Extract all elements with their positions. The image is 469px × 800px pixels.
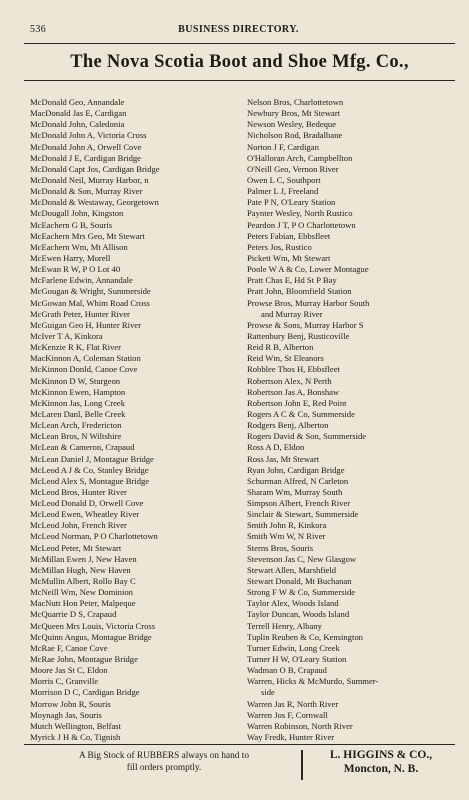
listing-entry: McLeod A J & Co, Stanley Bridge (30, 464, 149, 475)
listing-entry: McKinnon Ewen, Hampton (30, 386, 126, 397)
listing-entry: McLeod Peter, Mt Stewart (30, 542, 122, 553)
listing-entry: McDonald Geo, Annandale (30, 97, 125, 107)
listing-entry: Reid Wm, St Eleanors (247, 353, 324, 364)
listing-entry: McRae F, Canoe Cove (30, 642, 108, 653)
listing-entry: McMillan Hugh, New Haven (30, 564, 131, 575)
listing-entry-continuation: side (261, 687, 275, 698)
listing-entry: McLeod Alex S, Montague Bridge (30, 475, 150, 486)
listing-entry: McDonald J E, Cardigan Bridge (30, 152, 141, 163)
left-listing-column (30, 97, 245, 743)
listing-entry: McMillan Ewen J, New Haven (30, 553, 137, 564)
listing-entry: Turner Edwin, Long Creek (247, 642, 340, 653)
listing-entry: Taylor Duncan, Woods Island (247, 609, 350, 620)
footer-advertisement (30, 750, 298, 774)
listing-entry: Owen L C, Southport (247, 174, 321, 185)
listing-entry: Taylor Alex, Woods Island (247, 598, 339, 609)
listing-entry: McEachern Mrs Geo, Mt Stewart (30, 230, 145, 241)
listing-entry: Pate P N, O'Leary Station (247, 197, 336, 208)
listing-entry: Peters Jos, Rustico (247, 241, 312, 252)
listing-entry: Morrow John R, Souris (30, 698, 111, 709)
header-rule-top (24, 43, 455, 44)
listing-entry: Peardon J T, P O Charlottetown (247, 219, 356, 230)
listing-entry: McGuigan Geo H, Hunter River (30, 319, 141, 330)
listing-entry: Moynagh Jas, Souris (30, 709, 102, 720)
listing-entry: Norton J F, Cardigan (247, 141, 319, 152)
listing-entry-continuation: and Murray River (261, 308, 323, 319)
listing-entry: Mutch Wellington, Belfast (30, 720, 122, 731)
listing-entry: Myrick J H & Co, Tignish (30, 732, 121, 743)
listing-entry: McDonald John A, Victoria Cross (30, 130, 147, 141)
advertiser-name: L. HIGGINS & CO., (329, 749, 433, 761)
listing-entry: Paynter Wesley, North Rustico (247, 208, 353, 219)
listing-entry: McQuinn Angus, Montague Bridge (30, 631, 152, 642)
listing-entry: Reid R B, Alberton (247, 342, 314, 353)
listing-entry: Warren Robinson, North River (247, 720, 353, 731)
listing-entry: McDonald & Son, Murray River (30, 186, 143, 197)
listing-entry: Robblee Thos H, Ebbsfleet (247, 364, 340, 375)
listing-entry: McGougan & Wright, Summerside (30, 286, 151, 297)
listing-entry: Simpson Albert, French River (247, 498, 351, 509)
listing-entry: McLeod John, French River (30, 520, 127, 531)
listing-entry: Morrison D C, Cardigan Bridge (30, 687, 140, 698)
listing-entry: Strong F W & Co, Summerside (247, 587, 356, 598)
advertiser-location: Moncton, N. B. (343, 763, 419, 775)
listing-entry: McEachern Wm, Mt Allison (30, 241, 128, 252)
listing-entry: Schurman Alfred, N Carleton (247, 475, 349, 486)
listing-entry: McLean Daniel J, Montague Bridge (30, 453, 154, 464)
listing-entry: Terrell Henry, Albany (247, 620, 322, 631)
listing-entry: Stewart Donald, Mt Buchanan (247, 576, 352, 587)
listing-entry: Ross Jas, Mt Stewart (247, 453, 320, 464)
listing-entry: McLean Bros, N Wiltshire (30, 431, 122, 442)
listing-entry: Palmer L J, Freeland (247, 186, 319, 197)
listing-entry: O'Neill Geo, Vernon River (247, 163, 339, 174)
listing-entry: McKinnon Donld, Canoe Cove (30, 364, 138, 375)
listing-entry: Sinclair & Stewart, Summerside (247, 509, 359, 520)
listing-entry: MacKinnon A, Coleman Station (30, 353, 141, 364)
footer-divider (301, 750, 303, 780)
advertisement-banner: The Nova Scotia Boot and Shoe Mfg. Co., (70, 52, 409, 72)
listing-entry: Moore Jas St C, Eldon (30, 665, 108, 676)
listing-entry: Robertson Alex, N Perth (247, 375, 332, 386)
listing-entry: McKenzie R K, Flat River (30, 342, 121, 353)
listing-entry: McLean Arch, Fredericton (30, 420, 122, 431)
listing-entry: Smith John R, Kinkora (247, 520, 327, 531)
listing-entry: McGrath Peter, Hunter River (30, 308, 130, 319)
listing-entry: O'Halloran Arch, Campbellton (247, 152, 353, 163)
listing-entry: Rattenbury Benj, Rusticoville (247, 330, 350, 341)
listing-entry: McFarlene Edwin, Annandale (30, 275, 133, 286)
listing-entry: McEwen Harry, Morell (30, 252, 111, 263)
listing-entry: Rodgers Benj, Alberton (247, 420, 329, 431)
right-listing-column (247, 97, 459, 743)
listing-entry: McKinnon Jas, Long Creek (30, 397, 125, 408)
listing-entry: McDonald Neil, Murray Harbor, n (30, 174, 149, 185)
listing-entry: Turner H W, O'Leary Station (247, 654, 347, 665)
listing-entry: McMullin Albert, Rollo Bay C (30, 576, 136, 587)
listing-entry: Prowse Bros, Murray Harbor South (247, 297, 370, 308)
listing-entry: McLeod Donald D, Orwell Cove (30, 498, 144, 509)
listing-entry: Warren Jas R, North River (247, 698, 339, 709)
listing-entry: McLeod Ewen, Wheatley River (30, 509, 140, 520)
listing-entry: McEachern G B, Souris (30, 219, 113, 230)
listing-entry: Stewart Allen, Marshfield (247, 564, 337, 575)
listing-entry: Newbury Bros, Mt Stewart (247, 108, 341, 119)
listing-entry: Rogers David & Son, Summerside (247, 431, 367, 442)
listing-entry: McDonald John A, Orwell Cove (30, 141, 142, 152)
listing-entry: Way Fredk, Hunter River (247, 732, 335, 743)
listing-entry: MacDonald Jas E, Cardigan (30, 108, 127, 119)
listing-entry: Prowse & Sons, Murray Harbor S (247, 319, 364, 330)
listing-entry: McEwan R W, P O Lot 40 (30, 264, 121, 275)
listing-entry: McLeod Bros, Hunter River (30, 486, 127, 497)
listing-entry: Poole W A & Co, Lower Montague (247, 264, 369, 275)
listing-entry: Pickett Wm, Mt Stewart (247, 252, 331, 263)
listing-entry: Warren Jos F, Cornwall (247, 709, 328, 720)
listing-entry: Ryan John, Cardigan Bridge (247, 464, 345, 475)
directory-title: BUSINESS DIRECTORY. (178, 24, 299, 35)
listing-entry: Ross A D, Eldon (247, 442, 305, 453)
listing-entry: McRae John, Montague Bridge (30, 654, 138, 665)
banner-rule-bottom (24, 80, 455, 81)
listing-entry: McDonald & Westaway, Georgetown (30, 197, 159, 208)
listing-entry: McLaren Danl, Belle Creek (30, 408, 126, 419)
listing-entry: MacNutt Hon Peter, Malpeque (30, 598, 136, 609)
listing-entry: McNeill Wm, New Dominion (30, 587, 133, 598)
listing-entry: Pratt Chas E, Hd St P Bay (247, 275, 337, 286)
listing-entry: Stevenson Jas C, New Glasgow (247, 553, 357, 564)
listing-entry: Nelson Bros, Charlottetown (247, 97, 344, 107)
footer-ad-line-2: fill orders promptly. (126, 763, 202, 773)
listing-entry: Nicholson Rod, Bradalbane (247, 130, 343, 141)
listing-entry: McDougall John, Kingston (30, 208, 124, 219)
listing-entry: Robertson Jas A, Bonshaw (247, 386, 340, 397)
listing-entry: McDonald Capt Jos, Cardigan Bridge (30, 163, 160, 174)
listing-entry: McGowan Mal, Whim Road Cross (30, 297, 150, 308)
listing-entry: McKinnon D W, Sturgeon (30, 375, 121, 386)
footer-ad-line-1: A Big Stock of RUBBERS always on hand to (79, 751, 249, 761)
page-number: 536 (30, 24, 47, 35)
listing-entry: McQueen Mrs Louis, Victoria Cross (30, 620, 156, 631)
listing-entry: McLeod Norman, P O Charlottetown (30, 531, 158, 542)
listing-entry: Tuplin Reuben & Co, Kensington (247, 631, 363, 642)
listing-entry: Sterns Bros, Souris (247, 542, 314, 553)
listing-entry: Warren, Hicks & McMurdo, Summer- (247, 676, 379, 687)
listing-entry: Newson Wesley, Bedeque (247, 119, 337, 130)
listing-entry: Pratt John, Bloomfield Station (247, 286, 352, 297)
listing-entry: Peters Fabian, Ebbsfleet (247, 230, 331, 241)
listing-entry: McDonald John, Caledonia (30, 119, 125, 130)
listing-entry: Morris C, Granville (30, 676, 99, 687)
listing-entry: Robertson John E, Red Point (247, 397, 347, 408)
listing-entry: Smith Wm W, N River (247, 531, 326, 542)
listing-entry: McLean & Cameron, Crapaud (30, 442, 135, 453)
listing-entry: Wadman O B, Crapaud (247, 665, 327, 676)
listing-entry: Sharam Wm, Murray South (247, 486, 343, 497)
listing-entry: Rogers A C & Co, Summerside (247, 408, 355, 419)
listing-entry: McIver T A, Kinkora (30, 330, 103, 341)
footer-advertiser (306, 748, 456, 776)
footer-rule (24, 744, 455, 745)
listing-entry: McQuarrie D S, Crapaud (30, 609, 117, 620)
